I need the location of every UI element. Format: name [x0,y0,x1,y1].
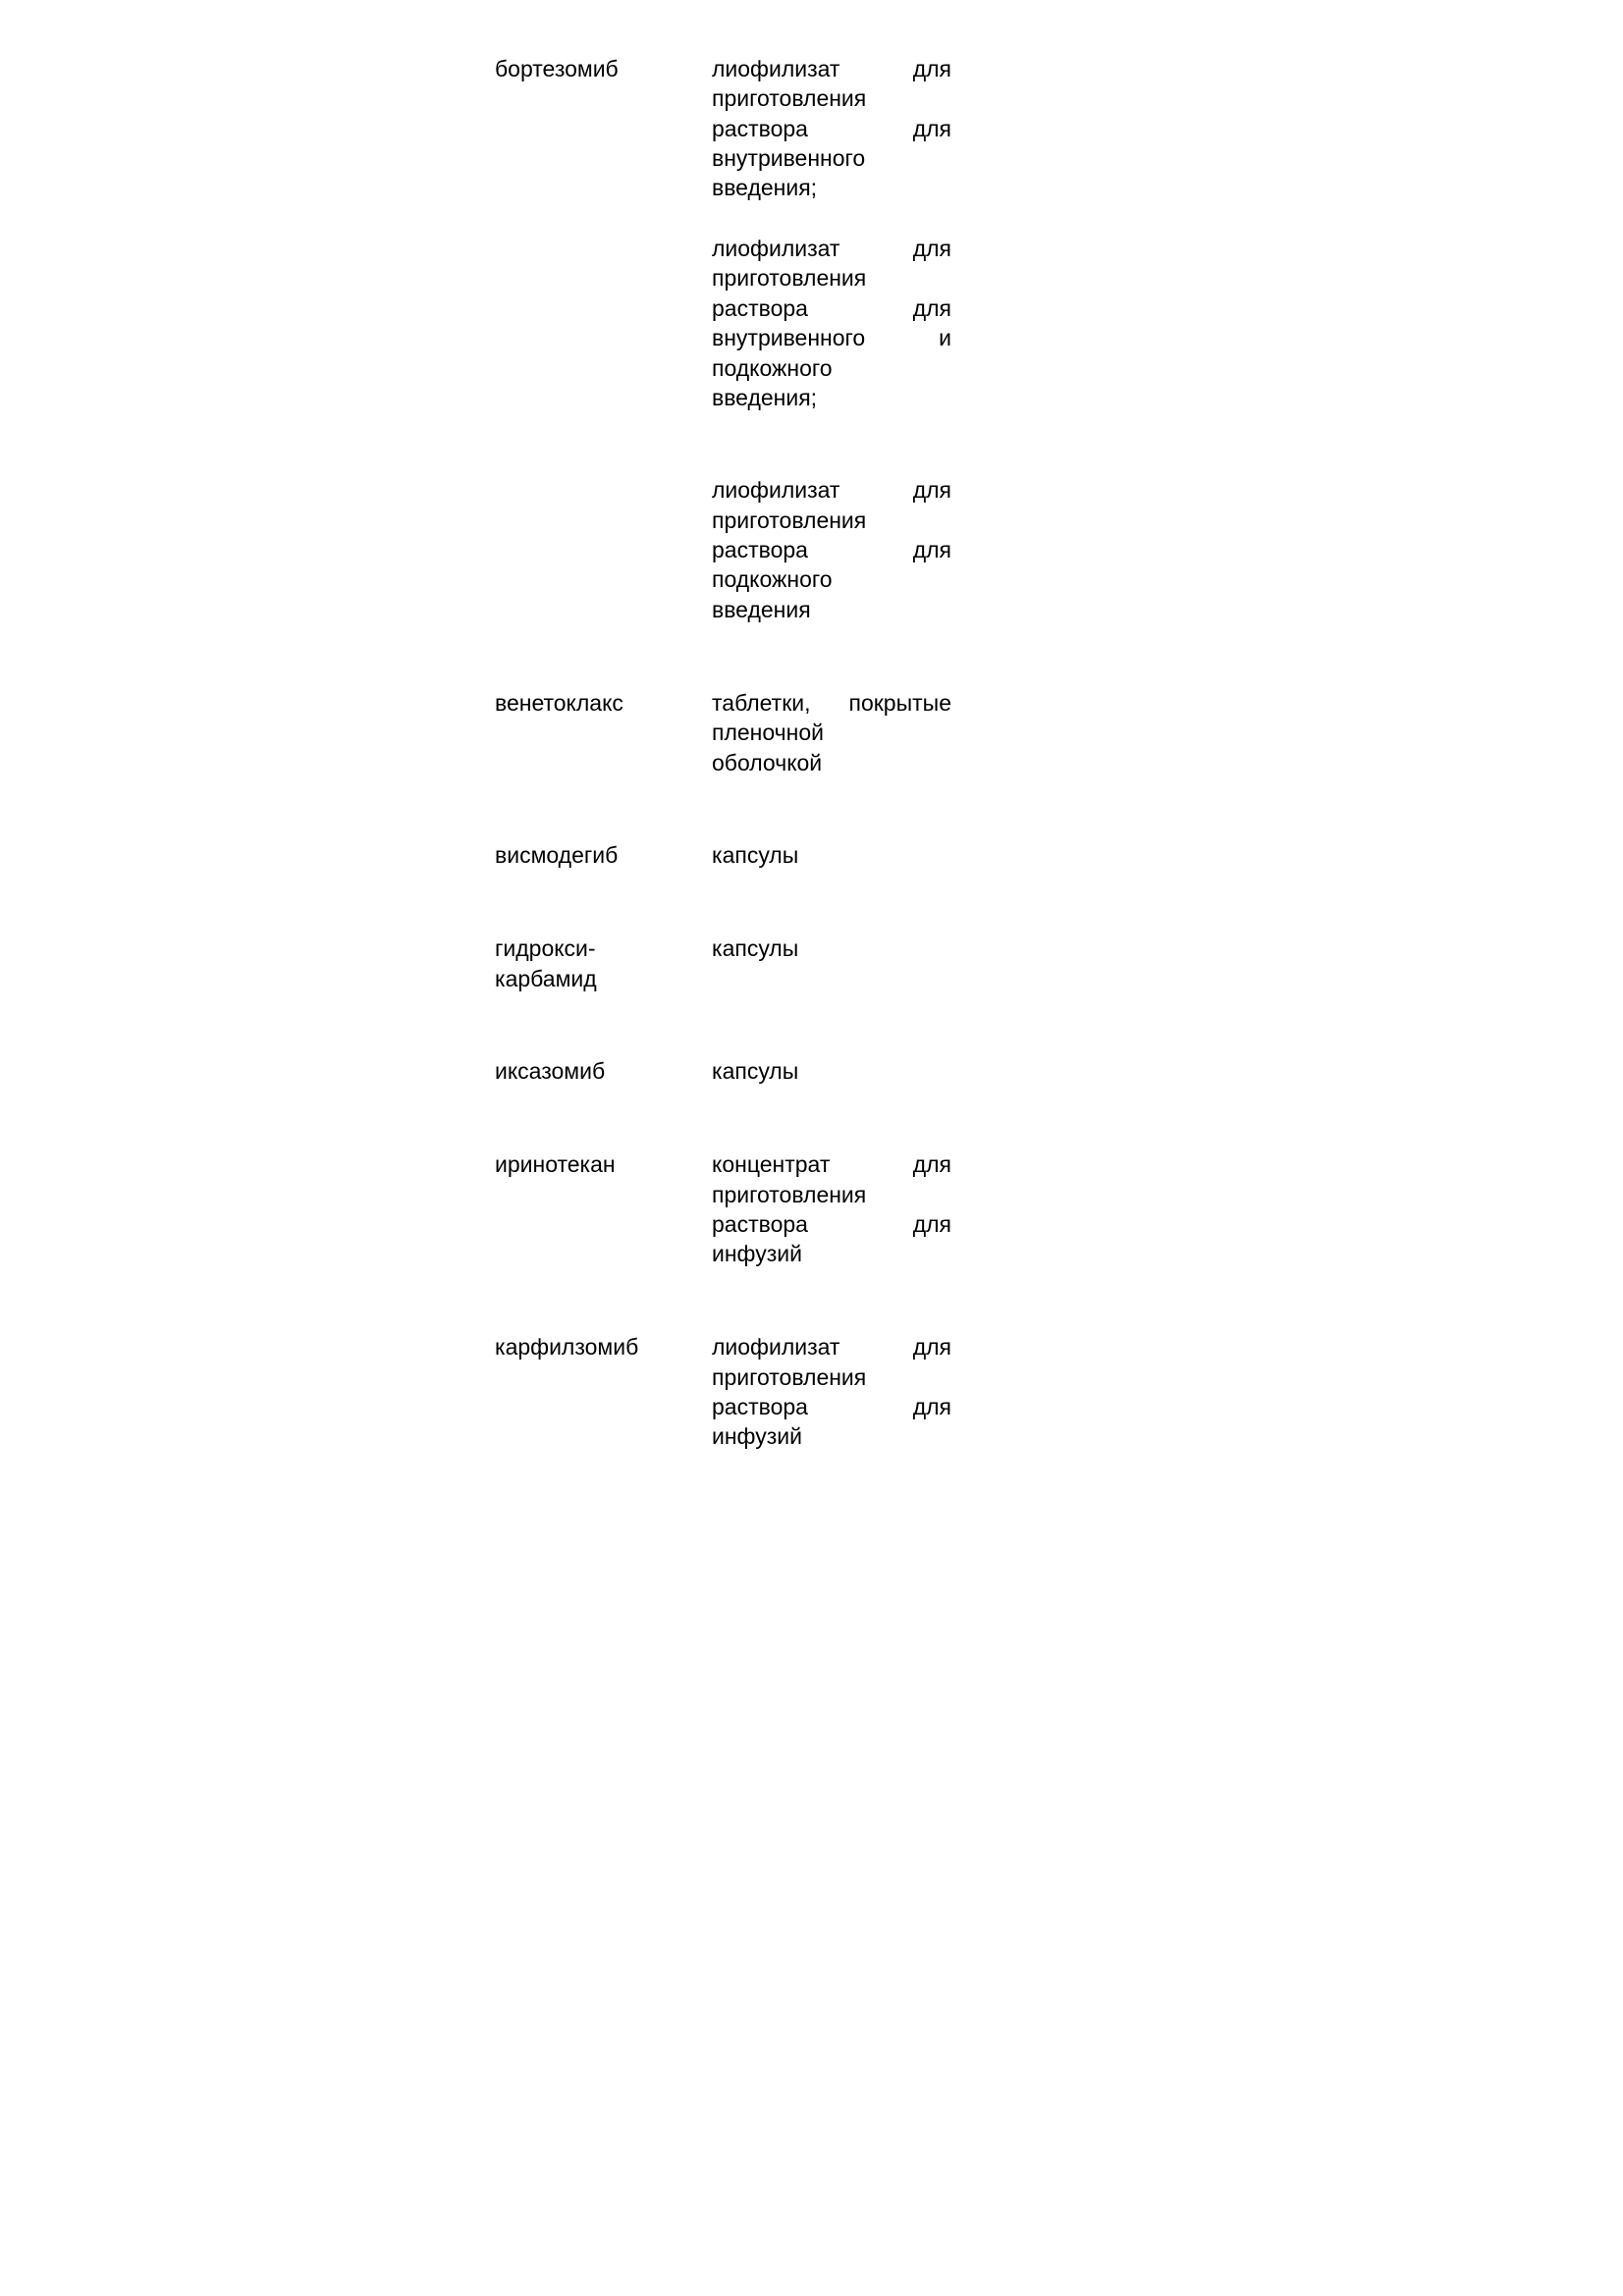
form-word: внутривенного [712,325,866,350]
form-word: и [939,325,951,350]
form-word: раствора [712,116,808,141]
form-word: лиофилизат [712,477,840,503]
form-word: лиофилизат [712,236,840,261]
form-word: таблетки, [712,690,811,716]
form-word: покрытые [848,690,951,716]
form-word: введения; [712,175,818,200]
form-word: лиофилизат [712,56,840,81]
form-word: инфузий [712,1423,802,1449]
form-word: оболочкой [712,750,823,775]
form-word: для [912,295,951,321]
form-word: подкожного [712,355,833,381]
form-word: приготовления [712,1364,867,1390]
form-word: введения; [712,385,818,410]
form-word: для [912,236,951,261]
drug-name-line: гидрокси- [495,935,596,961]
drug-name: венетоклакс [495,690,623,716]
form-word: для [912,56,951,81]
form-word: для [912,1151,951,1177]
form-word: для [912,537,951,562]
form-word: приготовления [712,85,867,111]
form-word: внутривенного [712,145,866,171]
drug-name-line: карбамид [495,966,597,991]
form-word: капсулы [712,935,799,961]
form-word: введения [712,597,811,622]
form-word: раствора [712,537,808,562]
form-word: приготовления [712,507,867,533]
drug-name: иксазомиб [495,1058,606,1084]
form-word: капсулы [712,842,799,868]
form-word: для [912,1211,951,1237]
form-word: приготовления [712,1182,867,1207]
form-word: для [912,1394,951,1419]
drug-name: иринотекан [495,1151,616,1177]
form-word: пленочной [712,720,824,745]
form-word: инфузий [712,1241,802,1266]
form-word: для [912,116,951,141]
form-word: подкожного [712,566,833,592]
drug-name: бортезомиб [495,56,619,81]
form-word: лиофилизат [712,1334,840,1360]
form-word: капсулы [712,1058,799,1084]
form-word: приготовления [712,265,867,291]
drug-name: висмодегиб [495,842,619,868]
form-word: для [912,1334,951,1360]
form-word: раствора [712,1211,808,1237]
drug-name: карфилзомиб [495,1334,639,1360]
form-word: раствора [712,1394,808,1419]
form-word: раствора [712,295,808,321]
form-word: для [912,477,951,503]
form-word: концентрат [712,1151,831,1177]
